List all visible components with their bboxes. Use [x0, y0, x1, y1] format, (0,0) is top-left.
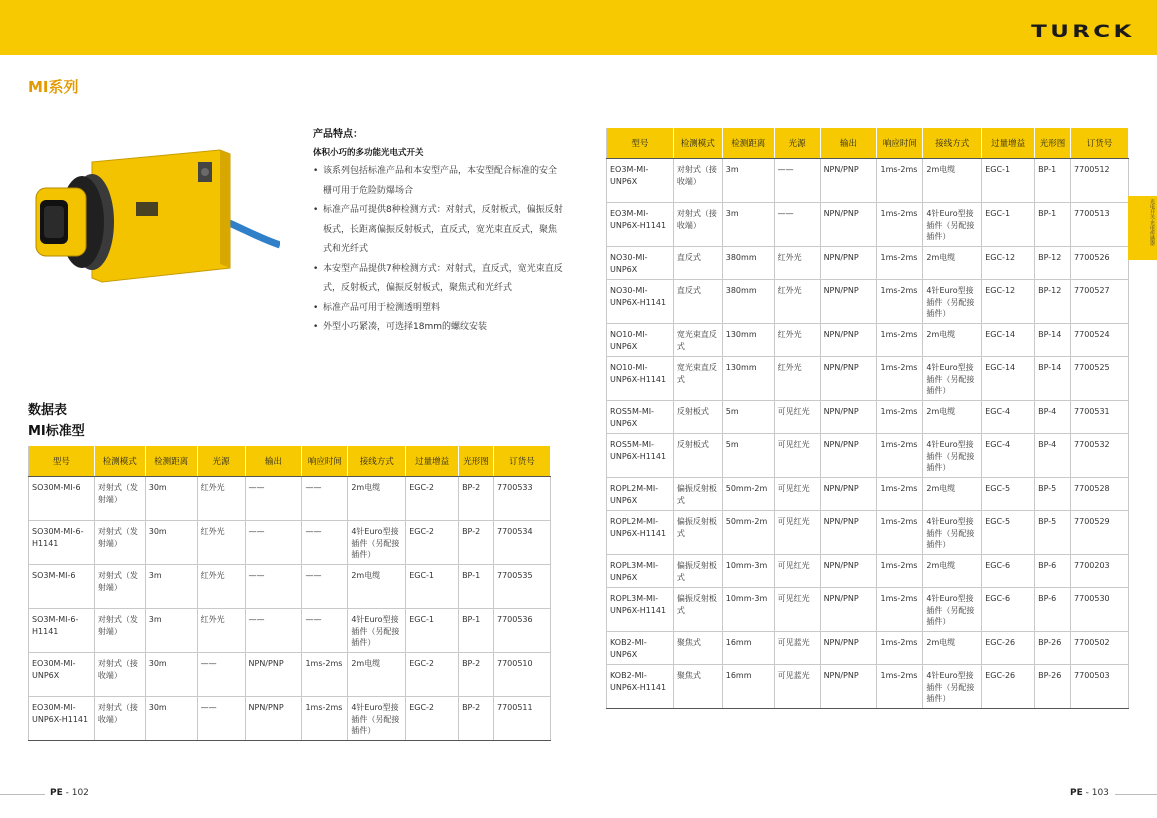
table-cell: NPN/PNP [245, 697, 302, 741]
table-cell: 偏振反射板式 [673, 478, 722, 511]
table-cell: 对射式（发射端） [94, 609, 145, 653]
features-block [313, 128, 563, 338]
table-row [29, 477, 551, 521]
table-cell: 7700528 [1071, 478, 1129, 511]
table-cell: —— [245, 477, 302, 521]
table-cell: EO3M-MI-UNP6X-H1141 [607, 203, 674, 247]
table-cell: 聚焦式 [673, 632, 722, 665]
table-cell: BP-1 [1035, 159, 1071, 203]
column-header: 光形图 [1035, 128, 1071, 159]
column-header: 光源 [197, 446, 245, 477]
table-cell: 2m电缆 [348, 653, 406, 697]
table-cell: BP-26 [1035, 665, 1071, 709]
table-cell: 380mm [722, 247, 774, 280]
table-cell: 7700511 [493, 697, 550, 741]
table-cell: NPN/PNP [820, 511, 877, 555]
table-cell: NPN/PNP [820, 555, 877, 588]
table-cell: NO30-MI-UNP6X [607, 247, 674, 280]
table-cell: SO3M-MI-6 [29, 565, 95, 609]
table-cell: 380mm [722, 280, 774, 324]
table-cell: EGC-2 [406, 477, 459, 521]
table-cell: BP-2 [459, 697, 494, 741]
table-cell: —— [302, 609, 348, 653]
table-cell: 1ms-2ms [877, 203, 923, 247]
table-row [607, 247, 1129, 280]
table-cell: EGC-2 [406, 697, 459, 741]
table-cell: 7700536 [493, 609, 550, 653]
table-cell: 50mm-2m [722, 478, 774, 511]
table-row [29, 609, 551, 653]
table-cell: 2m电缆 [923, 401, 982, 434]
table-cell: EGC-26 [982, 632, 1035, 665]
table-cell: NPN/PNP [820, 247, 877, 280]
table-cell: 对射式（发射端） [94, 565, 145, 609]
table-cell: BP-1 [1035, 203, 1071, 247]
table-cell: 聚焦式 [673, 665, 722, 709]
table-cell: 可见红光 [774, 434, 820, 478]
column-header: 光形图 [459, 446, 494, 477]
table-cell: —— [197, 653, 245, 697]
table-cell: 对射式（接收端） [673, 203, 722, 247]
table-cell: 可见红光 [774, 588, 820, 632]
column-header: 检测距离 [722, 128, 774, 159]
table-cell: BP-26 [1035, 632, 1071, 665]
table-cell: 3m [722, 159, 774, 203]
spec-table-left [28, 445, 551, 741]
table-row [29, 565, 551, 609]
table-cell: 4针Euro型接插件（另配接插件） [923, 434, 982, 478]
table-cell: 10mm-3m [722, 588, 774, 632]
table-cell: EGC-2 [406, 653, 459, 697]
table-cell: EGC-26 [982, 665, 1035, 709]
features-list [313, 162, 563, 338]
table-cell: BP-14 [1035, 324, 1071, 357]
footer-rule [0, 794, 45, 795]
table-cell: 2m电缆 [923, 632, 982, 665]
feature-item: • 本安型产品提供7种检测方式：对射式，直反式，宽光束直反式，反射板式，偏振反射板式，聚焦式和光纤式 [313, 260, 563, 299]
table-cell: 4针Euro型接插件（另配接插件） [923, 588, 982, 632]
table-cell: 反射板式 [673, 401, 722, 434]
table-cell: EGC-2 [406, 521, 459, 565]
page-number: 102 [71, 788, 89, 798]
table-cell: NPN/PNP [820, 324, 877, 357]
table-cell: 7700531 [1071, 401, 1129, 434]
table-cell: 偏振反射板式 [673, 588, 722, 632]
standard-type-heading: MI标准型 [28, 424, 85, 439]
table-cell: EGC-14 [982, 357, 1035, 401]
table-cell: 4针Euro型接插件（另配接插件） [923, 665, 982, 709]
table-row [607, 588, 1129, 632]
table-cell: NPN/PNP [820, 401, 877, 434]
column-header: 光源 [774, 128, 820, 159]
table-cell: 50mm-2m [722, 511, 774, 555]
table-cell: EGC-1 [982, 203, 1035, 247]
table-cell: BP-14 [1035, 357, 1071, 401]
table-cell: 可见红光 [774, 555, 820, 588]
table-cell: 1ms-2ms [877, 632, 923, 665]
page-prefix: PE [50, 788, 63, 798]
table-cell: 可见红光 [774, 478, 820, 511]
table-cell: BP-6 [1035, 588, 1071, 632]
table-cell: 1ms-2ms [877, 434, 923, 478]
table-cell: ROPL2M-MI-UNP6X-H1141 [607, 511, 674, 555]
column-header: 过量增益 [406, 446, 459, 477]
table-header-row [607, 128, 1129, 159]
table-cell: 5m [722, 434, 774, 478]
table-cell: BP-12 [1035, 280, 1071, 324]
table-cell: 7700502 [1071, 632, 1129, 665]
table-cell: 4针Euro型接插件（另配接插件） [348, 609, 406, 653]
table-cell: 红外光 [774, 247, 820, 280]
table-cell: 2m电缆 [923, 324, 982, 357]
table-row [607, 665, 1129, 709]
table-cell: SO30M-MI-6-H1141 [29, 521, 95, 565]
table-cell: 130mm [722, 357, 774, 401]
table-cell: BP-5 [1035, 478, 1071, 511]
table-cell: EGC-6 [982, 588, 1035, 632]
table-row [607, 511, 1129, 555]
table-cell: 对射式（发射端） [94, 521, 145, 565]
table-cell: BP-1 [459, 609, 494, 653]
table-row [29, 521, 551, 565]
table-cell: 7700525 [1071, 357, 1129, 401]
column-header: 接线方式 [923, 128, 982, 159]
column-header: 输出 [820, 128, 877, 159]
table-cell: 反射板式 [673, 434, 722, 478]
column-header: 接线方式 [348, 446, 406, 477]
sensor-product-image [30, 140, 280, 290]
table-cell: 对射式（接收端） [94, 697, 145, 741]
page-prefix: PE [1070, 788, 1083, 798]
table-cell: NPN/PNP [820, 632, 877, 665]
table-cell: 5m [722, 401, 774, 434]
table-cell: EGC-12 [982, 247, 1035, 280]
table-cell: 1ms-2ms [877, 511, 923, 555]
features-subheading: 体积小巧的多功能光电式开关 [313, 148, 424, 158]
table-row [607, 632, 1129, 665]
table-cell: 对射式（发射端） [94, 477, 145, 521]
feature-item: • 标准产品可用于检测透明塑料 [313, 299, 563, 319]
table-cell: NPN/PNP [820, 280, 877, 324]
table-cell: 可见蓝光 [774, 632, 820, 665]
table-cell: ROS5M-MI-UNP6X-H1141 [607, 434, 674, 478]
table-cell: EGC-4 [982, 401, 1035, 434]
table-cell: 3m [145, 565, 197, 609]
column-header: 订货号 [493, 446, 550, 477]
table-cell: 红外光 [774, 357, 820, 401]
table-cell: 7700534 [493, 521, 550, 565]
table-row [29, 653, 551, 697]
table-cell: 4针Euro型接插件（另配接插件） [923, 511, 982, 555]
table-cell: 直反式 [673, 247, 722, 280]
table-row [29, 697, 551, 741]
table-row [607, 357, 1129, 401]
feature-item: • 该系列包括标准产品和本安型产品，本安型配合标准的安全栅可用于危险防爆场合 [313, 162, 563, 201]
table-cell: NO10-MI-UNP6X-H1141 [607, 357, 674, 401]
column-header: 检测距离 [145, 446, 197, 477]
table-cell: EGC-5 [982, 511, 1035, 555]
table-cell: 4针Euro型接插件（另配接插件） [923, 280, 982, 324]
table-cell: EO3M-MI-UNP6X [607, 159, 674, 203]
spec-table-right [606, 127, 1129, 709]
table-cell: EGC-6 [982, 555, 1035, 588]
column-header: 响应时间 [302, 446, 348, 477]
table-cell: 1ms-2ms [877, 555, 923, 588]
table-row [607, 159, 1129, 203]
table-cell: 16mm [722, 665, 774, 709]
table-cell: NPN/PNP [820, 434, 877, 478]
table-cell: 3m [722, 203, 774, 247]
table-cell: 4针Euro型接插件（另配接插件） [348, 697, 406, 741]
table-cell: ROS5M-MI-UNP6X [607, 401, 674, 434]
table-cell: 130mm [722, 324, 774, 357]
table-cell: 1ms-2ms [302, 653, 348, 697]
table-cell: 宽光束直反式 [673, 324, 722, 357]
table-cell: —— [774, 159, 820, 203]
table-cell: BP-6 [1035, 555, 1071, 588]
table-cell: 7700533 [493, 477, 550, 521]
column-header: 过量增益 [982, 128, 1035, 159]
table-row [607, 203, 1129, 247]
column-header: 订货号 [1071, 128, 1129, 159]
table-cell: 7700503 [1071, 665, 1129, 709]
table-cell: NPN/PNP [245, 653, 302, 697]
table-cell: NO10-MI-UNP6X [607, 324, 674, 357]
table-cell: 偏振反射板式 [673, 555, 722, 588]
table-cell: SO3M-MI-6-H1141 [29, 609, 95, 653]
table-cell: 4针Euro型接插件（另配接插件） [923, 203, 982, 247]
table-cell: ROPL2M-MI-UNP6X [607, 478, 674, 511]
table-cell: 7700535 [493, 565, 550, 609]
table-cell: —— [245, 609, 302, 653]
features-heading: 产品特点： [313, 129, 363, 140]
table-cell: BP-1 [459, 565, 494, 609]
table-cell: 7700512 [1071, 159, 1129, 203]
table-cell: 1ms-2ms [877, 401, 923, 434]
table-row [607, 280, 1129, 324]
table-cell: BP-2 [459, 521, 494, 565]
table-cell: BP-12 [1035, 247, 1071, 280]
table-cell: 16mm [722, 632, 774, 665]
table-row [607, 555, 1129, 588]
table-cell: 30m [145, 477, 197, 521]
table-cell: —— [302, 521, 348, 565]
table-cell: NPN/PNP [820, 357, 877, 401]
table-cell: 红外光 [774, 280, 820, 324]
table-cell: 红外光 [197, 521, 245, 565]
table-cell: 对射式（接收端） [94, 653, 145, 697]
table-cell: 4针Euro型接插件（另配接插件） [348, 521, 406, 565]
column-header: 响应时间 [877, 128, 923, 159]
table-cell: 7700510 [493, 653, 550, 697]
table-cell: 7700529 [1071, 511, 1129, 555]
table-cell: EO30M-MI-UNP6X [29, 653, 95, 697]
table-cell: EGC-5 [982, 478, 1035, 511]
page-number: 103 [1091, 788, 1109, 798]
table-cell: 1ms-2ms [302, 697, 348, 741]
table-cell: ROPL3M-MI-UNP6X-H1141 [607, 588, 674, 632]
table-cell: ROPL3M-MI-UNP6X [607, 555, 674, 588]
table-row [607, 478, 1129, 511]
table-cell: 30m [145, 653, 197, 697]
table-cell: 红外光 [774, 324, 820, 357]
table-header-row [29, 446, 551, 477]
column-header: 检测模式 [673, 128, 722, 159]
table-cell: 30m [145, 697, 197, 741]
table-row [607, 401, 1129, 434]
table-cell: 7700526 [1071, 247, 1129, 280]
table-cell: 7700527 [1071, 280, 1129, 324]
table-cell: 7700524 [1071, 324, 1129, 357]
table-cell: 红外光 [197, 477, 245, 521]
feature-item: • 外型小巧紧凑，可选择18mm的螺纹安装 [313, 318, 563, 338]
table-row [607, 324, 1129, 357]
table-cell: 7700530 [1071, 588, 1129, 632]
table-cell: EGC-1 [406, 565, 459, 609]
table-cell: 2m电缆 [348, 565, 406, 609]
table-cell: —— [197, 697, 245, 741]
table-cell: 30m [145, 521, 197, 565]
table-cell: 1ms-2ms [877, 324, 923, 357]
page-number-left: PE - 102 [50, 788, 89, 798]
table-cell: KOB2-MI-UNP6X [607, 632, 674, 665]
table-cell: 4针Euro型接插件（另配接插件） [923, 357, 982, 401]
datasheet-heading: 数据表 [28, 403, 68, 418]
table-cell: —— [245, 565, 302, 609]
table-cell: 可见红光 [774, 511, 820, 555]
table-cell: BP-5 [1035, 511, 1071, 555]
table-cell: BP-2 [459, 477, 494, 521]
feature-item: • 标准产品可提供8种检测方式：对射式，反射板式，偏振反射板式，长距离偏振反射板式，直反式，宽光束直反式，聚焦式和光纤式 [313, 201, 563, 260]
table-cell: SO30M-MI-6 [29, 477, 95, 521]
table-cell: —— [302, 477, 348, 521]
section-side-tab: 光电开关·光电传感器 [1128, 196, 1157, 260]
table-cell: 1ms-2ms [877, 247, 923, 280]
table-cell: 直反式 [673, 280, 722, 324]
column-header: 型号 [29, 446, 95, 477]
table-cell: KOB2-MI-UNP6X-H1141 [607, 665, 674, 709]
table-row [607, 434, 1129, 478]
table-cell: 1ms-2ms [877, 665, 923, 709]
table-cell: —— [245, 521, 302, 565]
table-cell: EGC-1 [982, 159, 1035, 203]
table-cell: 10mm-3m [722, 555, 774, 588]
table-cell: NPN/PNP [820, 203, 877, 247]
table-cell: EGC-14 [982, 324, 1035, 357]
table-cell: 2m电缆 [923, 247, 982, 280]
table-cell: EGC-1 [406, 609, 459, 653]
table-cell: 1ms-2ms [877, 357, 923, 401]
table-cell: 红外光 [197, 609, 245, 653]
table-cell: 7700532 [1071, 434, 1129, 478]
table-cell: EGC-12 [982, 280, 1035, 324]
table-cell: 1ms-2ms [877, 159, 923, 203]
column-header: 型号 [607, 128, 674, 159]
table-cell: BP-4 [1035, 434, 1071, 478]
table-cell: 2m电缆 [923, 159, 982, 203]
table-cell: 7700513 [1071, 203, 1129, 247]
table-cell: 2m电缆 [923, 478, 982, 511]
table-cell: 1ms-2ms [877, 478, 923, 511]
table-cell: 宽光束直反式 [673, 357, 722, 401]
table-cell: NPN/PNP [820, 588, 877, 632]
footer-rule [1115, 794, 1157, 795]
table-cell: EO30M-MI-UNP6X-H1141 [29, 697, 95, 741]
table-cell: BP-2 [459, 653, 494, 697]
page-title: MI系列 [28, 78, 79, 96]
header-band [0, 0, 1157, 55]
table-cell: NPN/PNP [820, 159, 877, 203]
column-header: 检测模式 [94, 446, 145, 477]
column-header: 输出 [245, 446, 302, 477]
table-cell: 2m电缆 [348, 477, 406, 521]
table-cell: BP-4 [1035, 401, 1071, 434]
table-cell: 红外光 [197, 565, 245, 609]
table-cell: EGC-4 [982, 434, 1035, 478]
brand-logo: TURCK [1031, 22, 1135, 42]
table-cell: —— [302, 565, 348, 609]
page-number-right: PE - 103 [1070, 788, 1109, 798]
table-cell: —— [774, 203, 820, 247]
table-cell: 3m [145, 609, 197, 653]
table-cell: NO30-MI-UNP6X-H1141 [607, 280, 674, 324]
table-cell: 2m电缆 [923, 555, 982, 588]
table-cell: NPN/PNP [820, 478, 877, 511]
table-cell: 对射式（接收端） [673, 159, 722, 203]
table-cell: 可见红光 [774, 401, 820, 434]
table-cell: 1ms-2ms [877, 280, 923, 324]
table-cell: NPN/PNP [820, 665, 877, 709]
table-cell: 1ms-2ms [877, 588, 923, 632]
table-cell: 偏振反射板式 [673, 511, 722, 555]
table-cell: 可见蓝光 [774, 665, 820, 709]
table-cell: 7700203 [1071, 555, 1129, 588]
